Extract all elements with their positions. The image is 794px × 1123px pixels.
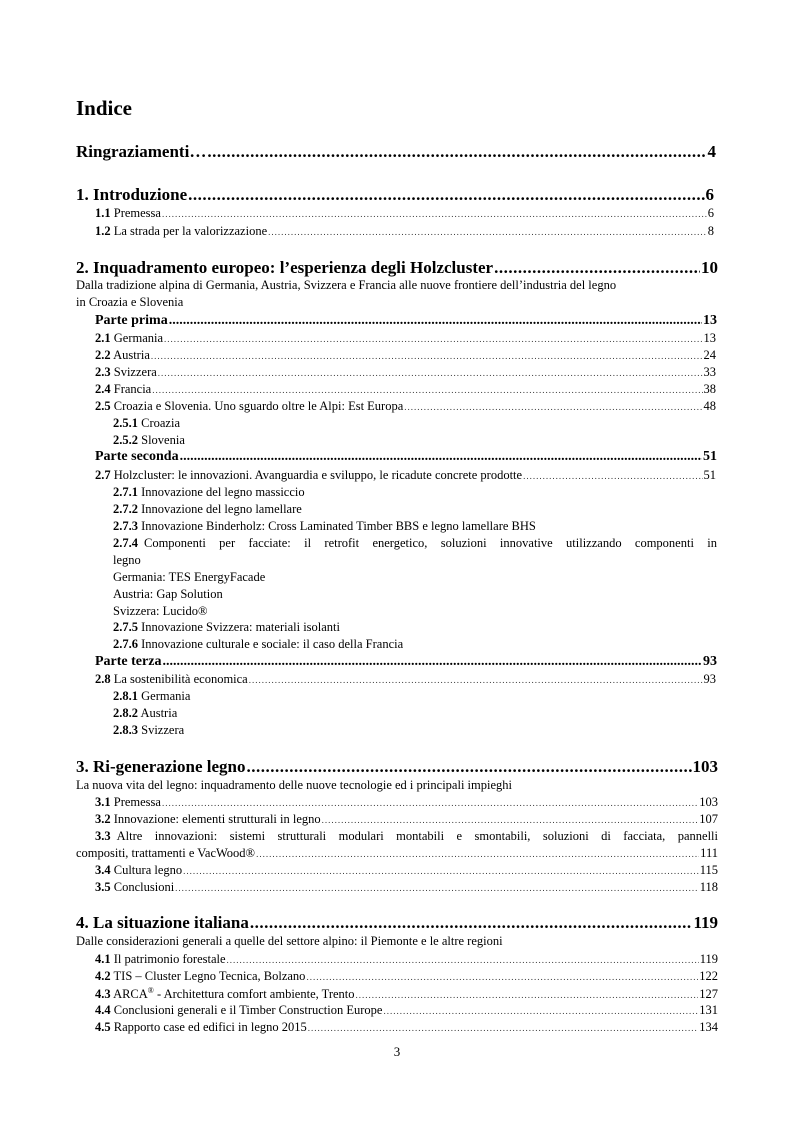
page-number: 111 xyxy=(700,846,718,860)
leader-dots xyxy=(308,1023,699,1033)
leader-dots xyxy=(268,227,707,237)
section-title: Rapporto case ed edifici in legno 2015 xyxy=(113,1020,307,1034)
page-number: 115 xyxy=(699,863,718,877)
page-number: 51 xyxy=(703,468,716,482)
section-title-cont: - Architettura comfort ambiente, Trento xyxy=(153,987,355,1002)
section-number: 2.7.4 xyxy=(113,536,138,550)
entry-label: Parte seconda xyxy=(95,449,179,464)
section-title: Innovazione Svizzera: materiali isolanti xyxy=(141,620,341,634)
leader-dots xyxy=(250,913,693,933)
toc-entry-parte-prima[interactable] xyxy=(95,313,717,329)
toc-entry-2-7-6[interactable] xyxy=(113,637,403,652)
section-title: Altre innovazioni: sistemi strutturali modulari montabili e smontabili, soluzioni di facciata, pannelli xyxy=(116,829,718,843)
toc-entry-parte-seconda[interactable] xyxy=(95,449,717,465)
section-title: Innovazione: elementi strutturali in legno xyxy=(113,812,321,826)
section-number: 4.2 xyxy=(95,969,111,983)
section-title: Componenti per facciate: il retrofit energetico, soluzioni innovative utilizzando componenti in xyxy=(144,536,717,550)
section-number: 2.1 xyxy=(95,331,111,345)
section-title: Austria xyxy=(140,706,178,720)
toc-entry-2-4[interactable] xyxy=(95,382,716,397)
toc-entry-2-8-3[interactable] xyxy=(113,723,184,738)
section-number: 3.1 xyxy=(95,795,111,809)
page-number: 122 xyxy=(699,969,718,983)
leader-dots xyxy=(162,798,698,808)
leader-dots xyxy=(249,675,703,685)
section-title: Premessa xyxy=(113,206,161,220)
page-number: 134 xyxy=(699,1020,718,1034)
section-title: La sostenibilità economica xyxy=(113,672,248,686)
leader-dots xyxy=(169,313,702,329)
section-number: 2.5.1 xyxy=(113,416,138,430)
toc-entry-2-5[interactable] xyxy=(95,399,716,414)
leader-dots xyxy=(383,1006,698,1016)
chapter-2-description-cont: in Croazia e Slovenia xyxy=(76,295,184,309)
section-number: 2.5 xyxy=(95,399,111,413)
section-title: Slovenia xyxy=(141,433,185,447)
toc-entry-3-5[interactable] xyxy=(95,880,718,895)
section-number: 3.5 xyxy=(95,880,111,894)
toc-entry-1-1[interactable] xyxy=(95,206,714,221)
section-number: 2.3 xyxy=(95,365,111,379)
leader-dots xyxy=(356,990,699,1000)
page-number: 13 xyxy=(703,331,716,345)
section-number: 3.3 xyxy=(95,829,111,843)
leader-dots xyxy=(247,757,692,777)
leader-dots xyxy=(322,815,699,825)
toc-entry-2-1[interactable] xyxy=(95,331,716,346)
toc-entry-4-1[interactable] xyxy=(95,952,718,967)
entry-label: Ringraziamenti… xyxy=(76,142,207,161)
page-number: 48 xyxy=(703,399,716,413)
toc-entry-germania-tes[interactable]: Germania: TES EnergyFacade xyxy=(113,570,266,584)
section-title: ARCA xyxy=(113,987,148,1002)
toc-entry-chapter-4[interactable] xyxy=(76,913,718,933)
section-number: 2.8.2 xyxy=(113,706,138,720)
section-title: Croazia xyxy=(141,416,180,430)
section-number: 4.1 xyxy=(95,952,111,966)
page-number: 51 xyxy=(703,449,717,464)
section-number: 2.7.5 xyxy=(113,620,138,634)
toc-entry-2-8-2[interactable] xyxy=(113,706,177,721)
page-footer-number: 3 xyxy=(393,1044,401,1059)
toc-entry-4-5[interactable] xyxy=(95,1020,718,1035)
page-number: 131 xyxy=(699,1003,718,1017)
section-number: 3.2 xyxy=(95,812,111,826)
toc-entry-svizzera-lucido[interactable]: Svizzera: Lucido® xyxy=(113,604,208,618)
toc-entry-2-7[interactable] xyxy=(95,468,716,483)
toc-entry-2-5-1[interactable] xyxy=(113,416,180,431)
toc-entry-4-4[interactable] xyxy=(95,1003,718,1018)
registered-mark: ® xyxy=(147,986,154,995)
toc-entry-2-7-1[interactable] xyxy=(113,485,305,500)
toc-entry-3-1[interactable] xyxy=(95,795,718,810)
section-title: Germania xyxy=(141,689,191,703)
toc-entry-2-7-4[interactable] xyxy=(113,536,717,551)
section-number: 2.8.3 xyxy=(113,723,138,737)
section-number: 4.5 xyxy=(95,1020,111,1034)
page-number: 13 xyxy=(703,313,717,328)
toc-entry-1-2[interactable] xyxy=(95,224,714,239)
section-number: 4.3 xyxy=(95,987,111,1002)
toc-entry-2-5-2[interactable] xyxy=(113,433,185,448)
page-number: 119 xyxy=(699,952,718,966)
toc-entry-chapter-2[interactable] xyxy=(76,258,718,278)
page-number: 4 xyxy=(707,142,716,161)
leader-dots xyxy=(151,351,703,361)
section-title: Svizzera xyxy=(113,365,157,379)
section-title: La strada per la valorizzazione xyxy=(113,224,268,238)
leader-dots xyxy=(164,334,702,344)
leader-dots xyxy=(162,209,707,219)
section-title: Innovazione del legno lamellare xyxy=(141,502,302,516)
page-number: 8 xyxy=(707,224,714,238)
section-number: 2.5.2 xyxy=(113,433,138,447)
section-number: 2.8 xyxy=(95,672,111,686)
section-title: Il patrimonio forestale xyxy=(113,952,226,966)
section-title: Francia xyxy=(113,382,152,396)
section-number: 2.7.1 xyxy=(113,485,138,499)
toc-entry-3-3-cont[interactable] xyxy=(76,846,718,861)
page-number: 38 xyxy=(703,382,716,396)
page-number: 10 xyxy=(701,258,718,277)
section-title: Premessa xyxy=(113,795,161,809)
entry-label: Parte prima xyxy=(95,313,168,328)
toc-entry-2-7-3[interactable] xyxy=(113,519,536,534)
leader-dots xyxy=(207,142,706,162)
entry-label: 3. Ri-generazione legno xyxy=(76,757,246,776)
section-number: 2.2 xyxy=(95,348,111,362)
entry-label: 4. La situazione italiana xyxy=(76,913,249,932)
leader-dots xyxy=(227,955,699,965)
section-title: Croazia e Slovenia. Uno sguardo oltre le Alpi: Est Europa xyxy=(113,399,404,413)
leader-dots xyxy=(494,258,700,278)
leader-dots xyxy=(306,972,698,982)
toc-entry-4-3[interactable] xyxy=(95,986,718,1002)
section-title: Innovazione Binderholz: Cross Laminated Timber BBS e legno lamellare BHS xyxy=(141,519,536,533)
leader-dots xyxy=(175,883,699,893)
page-number: 119 xyxy=(693,913,718,932)
section-title: Germania xyxy=(113,331,164,345)
toc-entry-2-2[interactable] xyxy=(95,348,716,363)
entry-label: 2. Inquadramento europeo: l’esperienza degli Holzcluster xyxy=(76,258,494,277)
page-number: 127 xyxy=(699,987,718,1002)
section-title: Innovazione culturale e sociale: il caso della Francia xyxy=(141,637,404,651)
toc-entry-3-3[interactable] xyxy=(95,829,718,844)
section-title: Conclusioni xyxy=(113,880,175,894)
page-number: 107 xyxy=(699,812,718,826)
section-title: Innovazione del legno massiccio xyxy=(141,485,305,499)
page-number: 103 xyxy=(692,757,718,776)
page-number: 6 xyxy=(707,206,714,220)
toc-entry-chapter-1[interactable] xyxy=(76,185,714,205)
section-title: Austria xyxy=(113,348,150,362)
leader-dots xyxy=(188,185,704,205)
section-number: 2.7.3 xyxy=(113,519,138,533)
section-number: 2.7.2 xyxy=(113,502,138,516)
page-number: 103 xyxy=(699,795,718,809)
leader-dots xyxy=(152,385,702,395)
toc-entry-2-8[interactable] xyxy=(95,672,716,687)
page-number: 6 xyxy=(705,185,714,204)
leader-dots xyxy=(162,654,702,670)
toc-entry-2-8-1[interactable] xyxy=(113,689,190,704)
section-title: Svizzera xyxy=(141,723,185,737)
page-title: Indice xyxy=(76,96,133,120)
section-number: 2.7.6 xyxy=(113,637,138,651)
toc-entry-3-4[interactable] xyxy=(95,863,718,878)
toc-entry-4-2[interactable] xyxy=(95,969,718,984)
section-number: 3.4 xyxy=(95,863,111,877)
leader-dots xyxy=(180,449,702,465)
leader-dots xyxy=(183,866,699,876)
chapter-4-description: Dalle considerazioni generali a quelle del settore alpino: il Piemonte e le altre regioni xyxy=(76,934,503,948)
section-title: Holzcluster: le innovazioni. Avanguardia e sviluppo, le ricadute concrete prodotte xyxy=(113,468,523,482)
toc-entry-chapter-3[interactable] xyxy=(76,757,718,777)
section-number: 2.4 xyxy=(95,382,111,396)
page-number: 118 xyxy=(699,880,718,894)
page-number: 93 xyxy=(703,672,716,686)
toc-entry-2-7-5[interactable] xyxy=(113,620,340,635)
leader-dots xyxy=(523,471,702,481)
section-number: 1.2 xyxy=(95,224,111,238)
chapter-2-description: Dalla tradizione alpina di Germania, Austria, Svizzera e Francia alle nuove frontiere dell’industria del legno xyxy=(76,278,617,292)
toc-entry-parte-terza[interactable] xyxy=(95,654,717,670)
toc-entry-ringraziamenti[interactable] xyxy=(76,142,716,162)
toc-entry-2-3[interactable] xyxy=(95,365,716,380)
leader-dots xyxy=(256,849,699,859)
section-title: TIS – Cluster Legno Tecnica, Bolzano xyxy=(113,969,306,983)
section-number: 2.8.1 xyxy=(113,689,138,703)
section-number: 1.1 xyxy=(95,206,111,220)
section-title: Cultura legno xyxy=(113,863,183,877)
leader-dots xyxy=(404,402,702,412)
section-title: Conclusioni generali e il Timber Construction Europe xyxy=(113,1003,383,1017)
page-number: 93 xyxy=(703,654,717,669)
section-number: 2.7 xyxy=(95,468,111,482)
section-title: compositi, trattamenti e VacWood® xyxy=(76,846,256,860)
leader-dots xyxy=(158,368,703,378)
toc-entry-2-7-2[interactable] xyxy=(113,502,302,517)
toc-entry-austria-gap[interactable]: Austria: Gap Solution xyxy=(113,587,223,601)
section-number: 4.4 xyxy=(95,1003,111,1017)
page-number: 33 xyxy=(703,365,716,379)
entry-label: 1. Introduzione xyxy=(76,185,188,204)
chapter-3-description: La nuova vita del legno: inquadramento delle nuove tecnologie ed i principali impieghi xyxy=(76,778,512,792)
page-number: 24 xyxy=(703,348,716,362)
toc-entry-3-2[interactable] xyxy=(95,812,718,827)
entry-label: Parte terza xyxy=(95,654,162,669)
toc-entry-2-7-4-cont: legno xyxy=(113,553,141,567)
